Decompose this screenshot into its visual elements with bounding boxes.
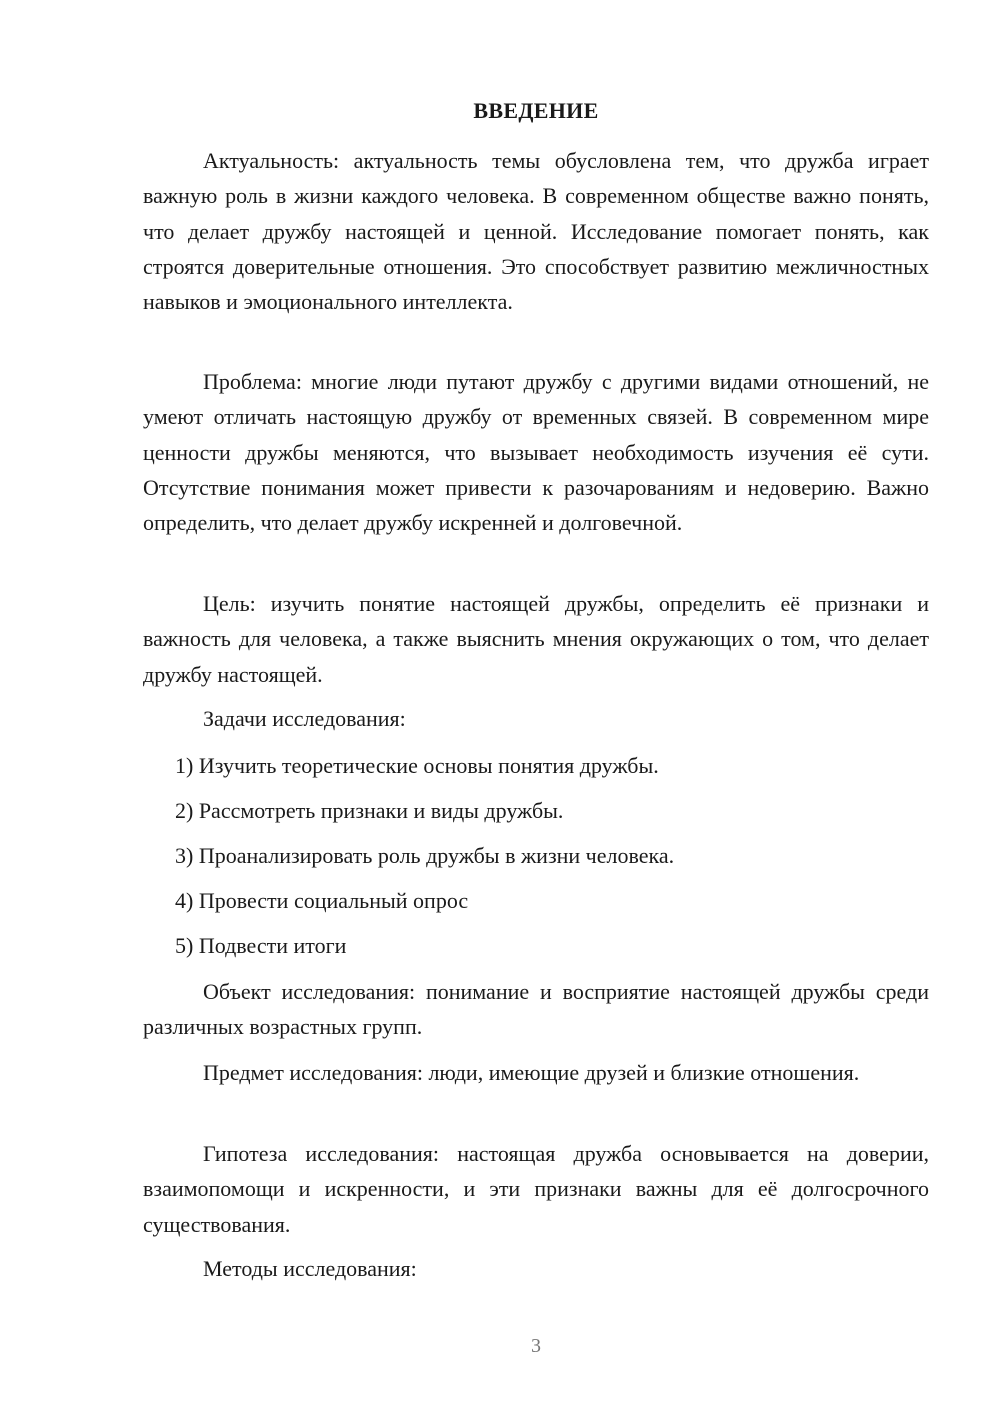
paragraph-subject: Предмет исследования: люди, имеющие друзей и близкие отношения.	[203, 1060, 860, 1085]
task-item: 1) Изучить теоретические основы понятия дружбы.	[175, 753, 659, 778]
task-item: 5) Подвести итоги	[175, 933, 347, 958]
paragraph-problem: Проблема: многие люди путают дружбу с другими видами отношений, не умеют отличать настоящую дружбу от временных связей. В современном мире ценности дружбы меняются, что вызывает необходимость изучения её сути. Отсутствие понимания может привести к разочарованиям и недоверию. Важно определить, что делает дружбу искренней и долговечной.	[143, 369, 929, 536]
paragraph-goal: Цель: изучить понятие настоящей дружбы, определить её признаки и важность для человека, а также выяснить мнения окружающих о том, что делает дружбу настоящей.	[143, 591, 929, 687]
task-item: 2) Рассмотреть признаки и виды дружбы.	[175, 798, 564, 823]
tasks-heading: Задачи исследования:	[203, 706, 406, 731]
task-item: 4) Провести социальный опрос	[175, 888, 469, 913]
paragraph-hypothesis: Гипотеза исследования: настоящая дружба основывается на доверии, взаимопомощи и искренности, и эти признаки важны для её долгосрочного существования.	[143, 1141, 929, 1237]
paragraph-relevance: Актуальность: актуальность темы обусловлена тем, что дружба играет важную роль в жизни каждого человека. В современном обществе важно понять, что делает дружбу настоящей и ценной. Исследование помогает понять, как строятся доверительные отношения. Это способствует развитию межличностных навыков и эмоционального интеллекта.	[143, 148, 929, 315]
task-item: 3) Проанализировать роль дружбы в жизни человека.	[175, 843, 675, 868]
page-number: 3	[531, 1335, 541, 1357]
paragraph-object: Объект исследования: понимание и восприятие настоящей дружбы среди различных возрастных групп.	[143, 979, 929, 1040]
methods-heading: Методы исследования:	[203, 1256, 417, 1281]
section-title: ВВЕДЕНИЕ	[473, 98, 599, 123]
